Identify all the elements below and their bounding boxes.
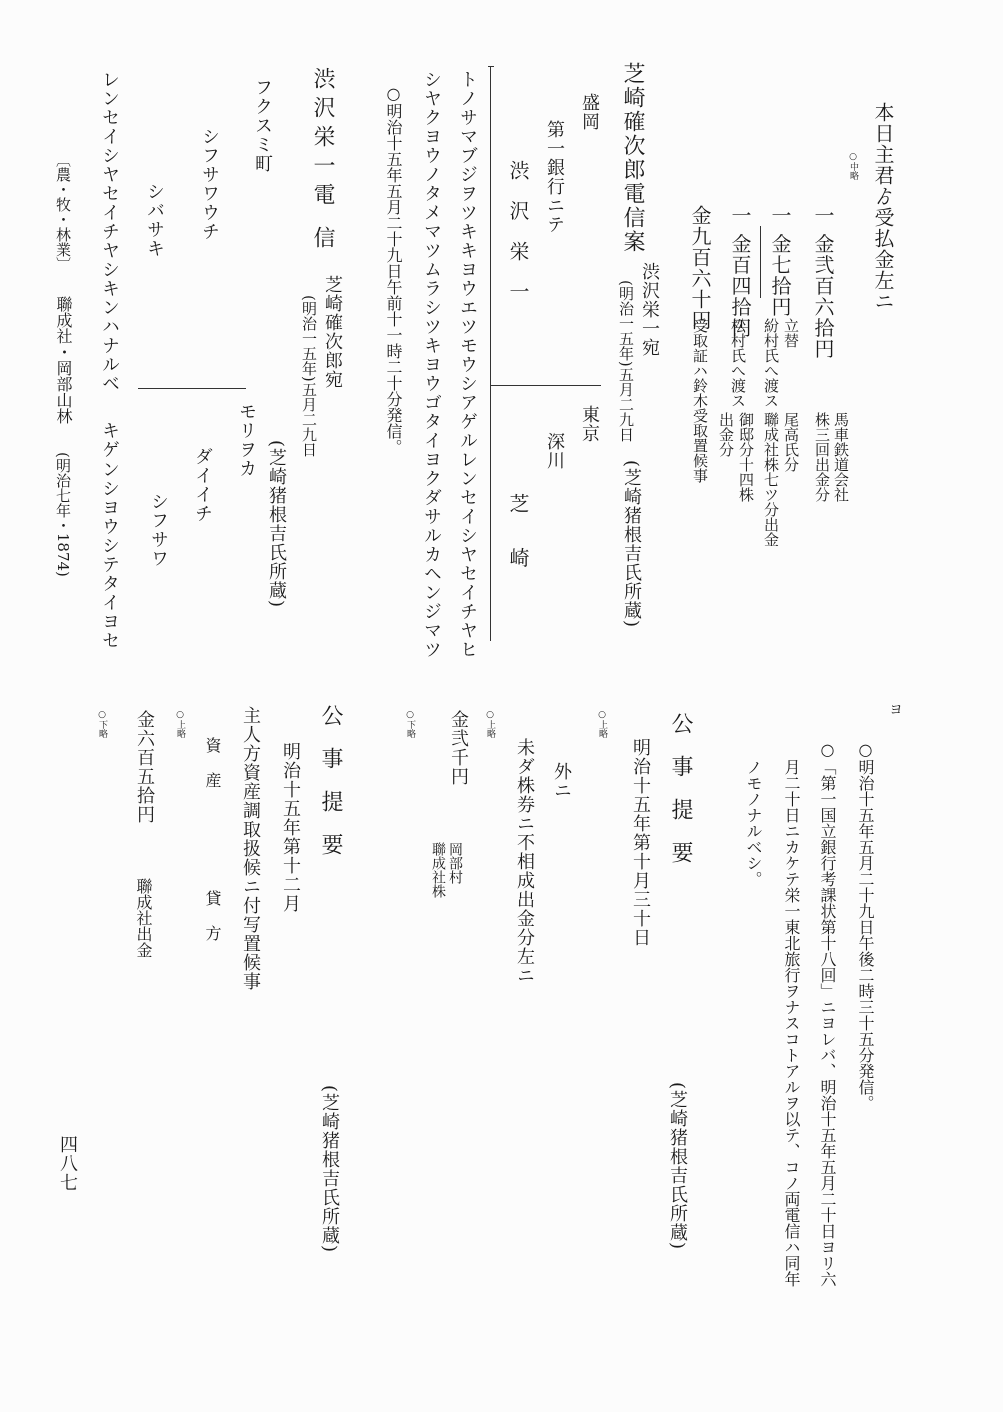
continuation-char: ヨ bbox=[887, 702, 903, 716]
note-line: ノモノナルベシ。 bbox=[744, 759, 763, 887]
receipt-title: 本日主君ゟ受払金左ニ bbox=[871, 102, 895, 312]
telegram-draft-source: (芝崎猪根吉氏所蔵) bbox=[621, 460, 642, 629]
telegram-message-line: キゲ bbox=[99, 421, 120, 459]
record-amount-note: 聯成社株 bbox=[430, 842, 446, 898]
receipt-item-1-note: 馬車鉄道会社 bbox=[832, 412, 850, 502]
telegram-place: シフサワウチ bbox=[199, 127, 220, 241]
telegram-place: シフサワ bbox=[148, 492, 169, 568]
record-title: 公 事 提 要 bbox=[668, 712, 693, 870]
receipt-item-4-note: 受取証ハ鈴木受取置候事 bbox=[691, 318, 709, 483]
omission-mark: ○上略 bbox=[485, 710, 495, 738]
telegram-addressee: 渋 沢 栄 一 bbox=[506, 160, 530, 309]
omission-mark: ○下略 bbox=[405, 710, 415, 738]
record-amount-note: 岡部村 bbox=[447, 842, 463, 884]
record-heading: 貸 方 bbox=[203, 890, 222, 949]
record-source: (芝崎猪根吉氏所蔵) bbox=[319, 1085, 340, 1254]
page-number: 四八七 bbox=[57, 1135, 78, 1192]
receipt-bracket bbox=[760, 226, 761, 298]
telegram-date: (明治一五年)五月二九日 bbox=[300, 295, 318, 457]
telegram-source: (芝崎猪根吉氏所蔵) bbox=[266, 440, 287, 609]
receipt-item-2-note: 立替 bbox=[782, 318, 800, 348]
running-head-category: 〔農・牧・林業〕 bbox=[54, 152, 72, 272]
omission-mark: ○中略 bbox=[848, 152, 858, 180]
telegram-recipient: 芝崎確次郎宛 bbox=[322, 275, 343, 389]
omission-mark: ○上略 bbox=[175, 710, 185, 738]
telegram-title: 渋沢栄一電 信 bbox=[310, 67, 335, 255]
receipt-item-2-amount: 一 金七拾円 bbox=[768, 205, 792, 318]
telegram-note: ○明治十五年五月二十九日午前十一時二十分発信。 bbox=[384, 84, 403, 455]
receipt-item-1-amount: 一 金弐百六拾円 bbox=[811, 205, 835, 360]
telegram-place: モリヲカ bbox=[236, 402, 257, 478]
record-amount-note: 聯成社出金 bbox=[134, 878, 153, 958]
telegram-place: フクスミ町 bbox=[252, 78, 273, 173]
record-source: (芝崎猪根吉氏所蔵) bbox=[667, 1082, 688, 1251]
omission-mark: ○下略 bbox=[97, 710, 107, 738]
telegram-sender: 芝 崎 bbox=[506, 493, 530, 582]
telegram-place: 盛岡 bbox=[579, 93, 600, 131]
receipt-item-3-note: 出金分 bbox=[717, 412, 735, 457]
telegram-place: シバサキ bbox=[144, 182, 165, 258]
receipt-item-2-note: 紛村氏へ渡ス bbox=[762, 318, 780, 408]
record-line: 未ダ株券ニ不相成出金分左ニ bbox=[514, 738, 535, 985]
receipt-item-4-amount: 金九百六十円 bbox=[688, 205, 712, 331]
telegram-draft-date: (明治一五年)五月二九日 bbox=[617, 280, 635, 442]
receipt-item-2-note: 尾高氏分 bbox=[782, 412, 800, 472]
receipt-item-3-note: 松村氏へ渡ス bbox=[729, 318, 747, 408]
note-line: ○「第一国立銀行考課状第十八回」ニヨレバ、明治十五年五月二十日ヨリ六 bbox=[818, 740, 837, 1287]
record-date: 明治十五年第十二月 bbox=[280, 742, 301, 913]
receipt-item-3-amount: 一 金百四拾円 bbox=[728, 205, 752, 339]
divider bbox=[491, 385, 601, 386]
divider bbox=[488, 66, 494, 67]
running-head-date: (明治七年・1874) bbox=[54, 452, 72, 577]
record-amount: 金弐千円 bbox=[448, 710, 469, 786]
running-head-title: 聯成社・岡部山林 bbox=[54, 296, 73, 424]
note-line: ○明治十五年五月二十九日午後二時三十五分発信。 bbox=[856, 740, 875, 1111]
telegram-message-line: ンシヨウシテタイヨセ bbox=[99, 460, 120, 650]
telegram-place: ダイイチ bbox=[192, 447, 213, 523]
receipt-item-3-note: 御邸分十四株 bbox=[737, 412, 755, 502]
telegram-message-line: レンセイシヤセイチヤシキンハナルベ bbox=[99, 70, 120, 393]
divider bbox=[490, 66, 491, 641]
receipt-item-1-note: 株三回出金分 bbox=[813, 412, 831, 502]
note-line: 月二十日ニカケテ栄一東北旅行ヲナスコトアルヲ以テ、コノ両電信ハ同年 bbox=[782, 759, 801, 1287]
telegram-draft-title: 芝崎確次郎電信案 bbox=[620, 62, 645, 254]
omission-mark: ○上略 bbox=[597, 710, 607, 738]
telegram-draft-recipient: 渋沢栄一宛 bbox=[639, 262, 660, 357]
record-heading: 資 産 bbox=[203, 737, 222, 796]
record-line: 主人方資産調取扱候ニ付写置候事 bbox=[240, 706, 261, 991]
telegram-message-line: シヤクヨウノタメマツムラシツキヨウゴタイヨクダサルカヘンジマツ bbox=[421, 70, 442, 659]
record-date: 明治十五年第十月三十日 bbox=[630, 738, 651, 947]
telegram-place: 深川 bbox=[544, 432, 565, 470]
record-line: 外ニ bbox=[551, 762, 572, 800]
record-title: 公 事 提 要 bbox=[318, 704, 343, 862]
telegram-place: 東京 bbox=[579, 405, 600, 443]
telegram-message-line: トノサマブジヲツキキヨウエツモウシアゲルレンセイシヤセイチヤヒ bbox=[457, 70, 478, 659]
record-amount: 金六百五拾円 bbox=[134, 710, 155, 824]
telegram-bank: 第一銀行ニテ bbox=[544, 120, 565, 234]
divider bbox=[138, 388, 246, 389]
receipt-item-2-note: 聯成社株七ツ分出金 bbox=[762, 412, 780, 547]
